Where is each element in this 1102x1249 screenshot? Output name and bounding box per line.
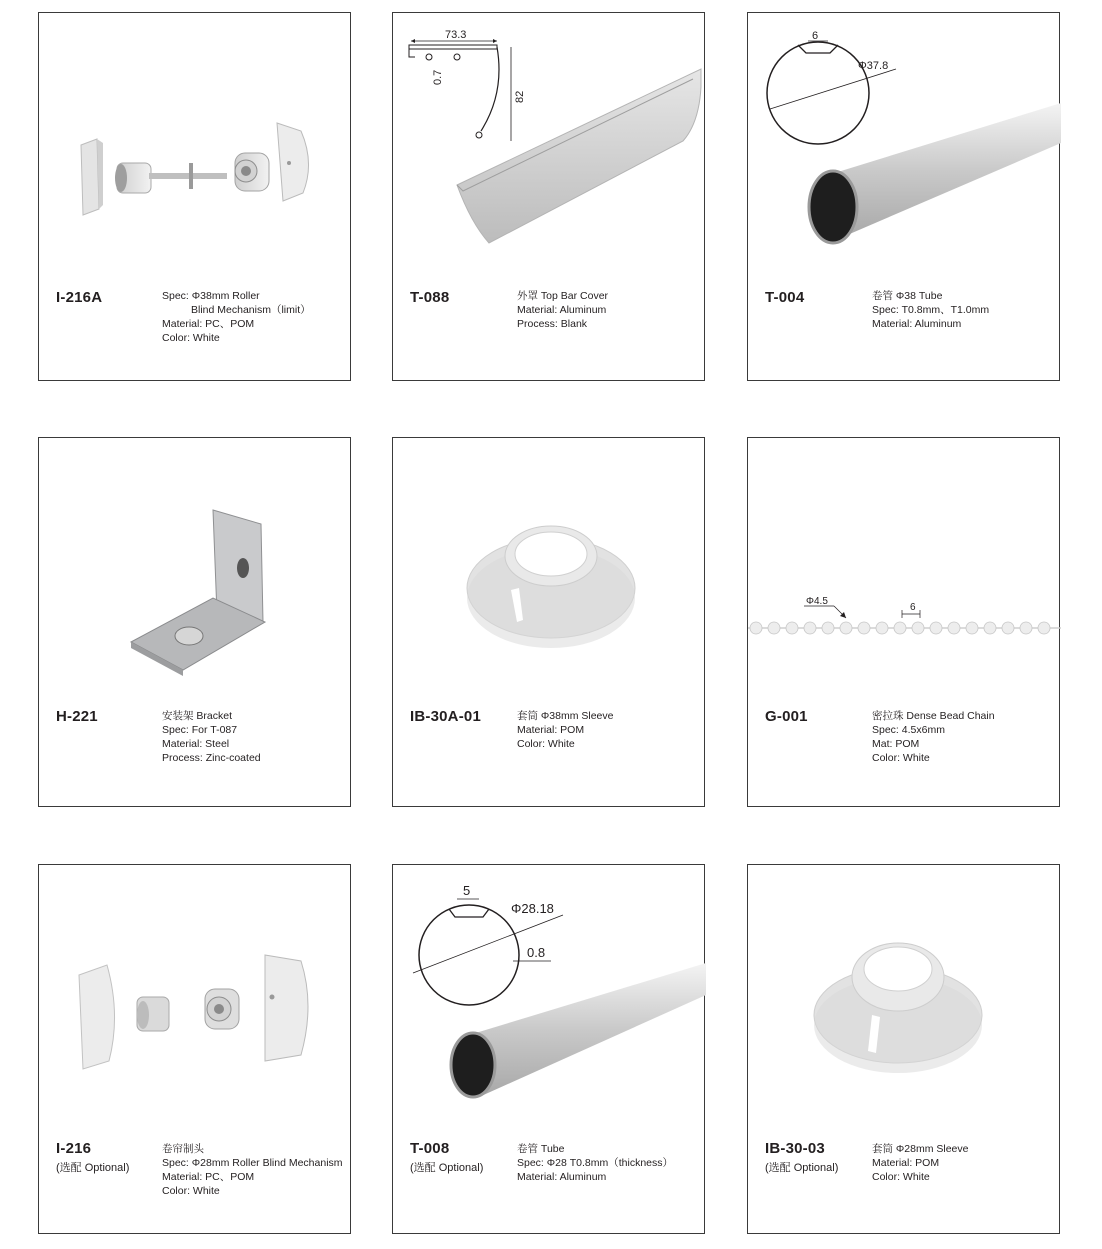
product-card-G-001 (747, 437, 1060, 807)
product-card-IB-30A-01 (392, 437, 705, 807)
product-card-I-216A (38, 12, 351, 381)
product-spec (517, 289, 608, 331)
spec-line: Color: White (872, 752, 930, 764)
spec-line: 卷管 Φ38 Tube (872, 290, 943, 302)
dimension-label: 0.8 (527, 945, 546, 960)
spec-line: Spec: T0.8mm、T1.0mm (872, 304, 990, 316)
spec-line: Color: White (517, 738, 575, 750)
product-code: I-216 (56, 1140, 92, 1157)
spec-line: 外罩 Top Bar Cover (517, 290, 609, 302)
spec-line: Spec: Φ28 T0.8mm（thickness） (517, 1157, 674, 1169)
dimension-label: 6 (910, 602, 916, 613)
product-code: T-088 (410, 289, 450, 306)
spec-line: Color: White (162, 332, 220, 344)
optional-label: (选配 Optional) (765, 1162, 839, 1174)
product-code: T-008 (410, 1140, 450, 1157)
product-card-T-004 (747, 12, 1060, 381)
spec-line: Blind Mechanism（limit） (191, 304, 311, 316)
dimension-label: Φ37.8 (858, 60, 889, 72)
product-card-I-216 (38, 864, 351, 1234)
spec-line: 卷帘制头 (162, 1143, 204, 1155)
product-card-H-221 (38, 437, 351, 807)
spec-line: Material: Aluminum (517, 304, 607, 316)
spec-line: Material: Aluminum (872, 318, 962, 330)
dimension-label: 73.3 (445, 29, 467, 41)
dimension-label: 5 (463, 883, 471, 898)
spec-line: 密拉珠 Dense Bead Chain (872, 710, 995, 722)
spec-line: 套筒 Φ28mm Sleeve (872, 1143, 969, 1155)
sleeve-illustration (393, 438, 706, 808)
product-card-T-088 (392, 12, 705, 381)
spec-line: Process: Zinc-coated (162, 752, 261, 764)
spec-line: Color: White (872, 1171, 930, 1183)
product-spec (872, 289, 989, 331)
product-code: IB-30A-01 (410, 708, 481, 725)
product-code: H-221 (56, 708, 98, 725)
spec-line: Spec: 4.5x6mm (872, 724, 945, 736)
spec-line: Mat: POM (872, 738, 920, 750)
product-spec (162, 709, 261, 765)
optional-label: (选配 Optional) (410, 1162, 484, 1174)
dimension-label: 82 (514, 90, 526, 103)
product-spec (872, 1142, 969, 1184)
product-card-T-008 (392, 864, 705, 1234)
spec-line: Process: Blank (517, 318, 588, 330)
spec-line: Material: PC、POM (162, 1171, 255, 1183)
product-card-IB-30-03 (747, 864, 1060, 1234)
spec-line: Material: PC、POM (162, 318, 255, 330)
spec-line: Spec: Φ28mm Roller Blind Mechanism (162, 1157, 343, 1169)
dimension-label: Φ28.18 (511, 901, 554, 916)
product-code: G-001 (765, 708, 808, 725)
dimension-label: 6 (812, 30, 819, 42)
optional-label: (选配 Optional) (56, 1162, 130, 1174)
spec-line: Material: Aluminum (517, 1171, 607, 1183)
product-spec (517, 1142, 673, 1184)
spec-line: 安装架 Bracket (162, 710, 233, 722)
spec-line: Material: Steel (162, 738, 230, 750)
product-spec (162, 289, 311, 345)
spec-line: Spec: Φ38mm Roller (162, 290, 260, 302)
spec-line: 套筒 Φ38mm Sleeve (517, 710, 614, 722)
product-code: I-216A (56, 289, 103, 306)
spec-line: 卷管 Tube (517, 1143, 565, 1155)
product-spec (872, 709, 995, 765)
dimension-label: 0.7 (432, 69, 444, 85)
spec-line: Material: POM (517, 724, 585, 736)
product-spec (162, 1142, 343, 1198)
product-code: T-004 (765, 289, 805, 306)
spec-line: Spec: For T-087 (162, 724, 238, 736)
spec-line: Color: White (162, 1185, 220, 1197)
product-code: IB-30-03 (765, 1140, 825, 1157)
dimension-label: Φ4.5 (806, 596, 828, 607)
spec-line: Material: POM (872, 1157, 940, 1169)
product-spec (517, 709, 614, 751)
